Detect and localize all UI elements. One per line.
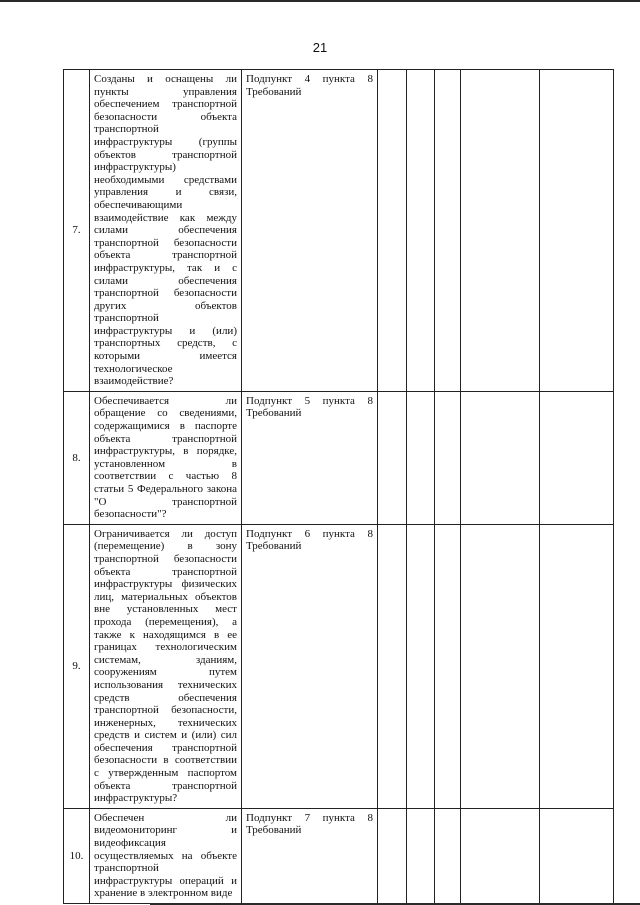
- answer-cell: [435, 70, 461, 392]
- table-row: [64, 70, 614, 392]
- reference-cell: Подпункт 6 пункта 8 Требований: [242, 524, 378, 808]
- answer-cell: [461, 70, 540, 392]
- answer-cell: [378, 70, 407, 392]
- requirements-table: [63, 69, 614, 904]
- answer-cell: [461, 391, 540, 524]
- note-cell: [540, 70, 614, 392]
- answer-cell: [407, 808, 435, 903]
- question-cell: Ограничивается ли доступ (перемещение) в зону транспортной безопасности объекта транспортной инфраструктуры физических лиц, материальных объектов вне установленных мест прохода (перемещения), а также к находящимся в ее границах технологическим системам, зданиям, сооружениям путем использования технических средств обеспечения транспортной безопасности, инженерных, технических средств и систем и (или) сил обеспечения транспортной безопасности в соответствии с утвержденным паспортом объекта транспортной инфраструктуры?: [90, 524, 242, 808]
- answer-cell: [407, 524, 435, 808]
- answer-cell: [435, 524, 461, 808]
- row-number: 8.: [64, 391, 90, 524]
- scan-top-edge: [0, 0, 640, 2]
- note-cell: [540, 808, 614, 903]
- page-number: 21: [312, 40, 328, 55]
- note-cell: [540, 391, 614, 524]
- row-number: 9.: [64, 524, 90, 808]
- reference-cell: Подпункт 5 пункта 8 Требований: [242, 391, 378, 524]
- answer-cell: [407, 70, 435, 392]
- answer-cell: [435, 391, 461, 524]
- row-number: 10.: [64, 808, 90, 903]
- answer-cell: [378, 524, 407, 808]
- question-cell: Обеспечен ли видеомониторинг и видеофиксация осуществляемых на объекте транспортной инфраструктуры операций и хранение в электронном виде: [90, 808, 242, 903]
- row-number: 7.: [64, 70, 90, 392]
- answer-cell: [435, 808, 461, 903]
- note-cell: [540, 524, 614, 808]
- answer-cell: [378, 808, 407, 903]
- answer-cell: [461, 808, 540, 903]
- answer-cell: [461, 524, 540, 808]
- answer-cell: [378, 391, 407, 524]
- question-cell: Созданы и оснащены ли пункты управления обеспечением транспортной безопасности объекта транспортной инфраструктуры (группы объектов транспортной инфраструктуры) необходимыми средствами управления и связи, обеспечивающими взаимодействие как между силами обеспечения транспортной безопасности объекта транспортной инфраструктуры, так и с силами обеспечения транспортной безопасности других объектов транспортной инфраструктуры и (или) транспортных средств, с которыми имеется технологическое взаимодействие?: [90, 70, 242, 392]
- question-cell: Обеспечивается ли обращение со сведениями, содержащимися в паспорте объекта транспортной инфраструктуры, в порядке, установленном в соответствии с частью 8 статьи 5 Федерального закона "О транспортной безопасности"?: [90, 391, 242, 524]
- reference-cell: Подпункт 4 пункта 8 Требований: [242, 70, 378, 392]
- answer-cell: [407, 391, 435, 524]
- table-row: [64, 391, 614, 524]
- table-row: [64, 524, 614, 808]
- reference-cell: Подпункт 7 пункта 8 Требований: [242, 808, 378, 903]
- table-row: [64, 808, 614, 903]
